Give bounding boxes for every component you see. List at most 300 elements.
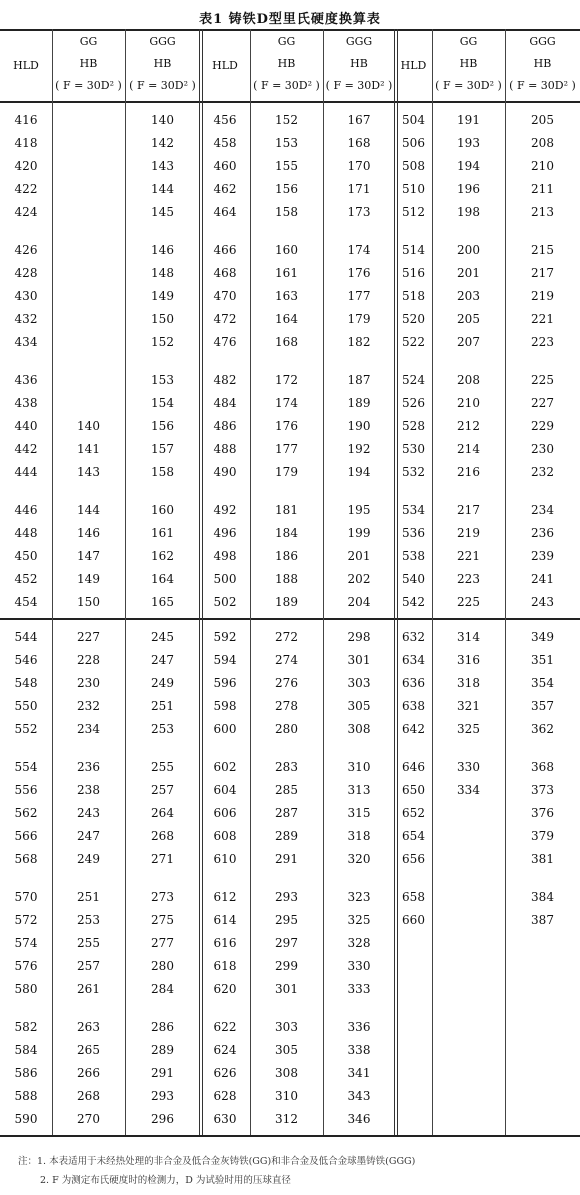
table-cell: 500 — [213, 572, 237, 586]
table-cell: 142 — [151, 136, 174, 150]
table-cell: 179 — [275, 465, 298, 479]
table-cell: 486 — [213, 419, 237, 433]
table-cell: 174 — [347, 243, 371, 257]
column-rule — [52, 29, 53, 1135]
table-cell: 636 — [402, 676, 425, 690]
table-cell: 198 — [457, 205, 480, 219]
table-cell: 600 — [213, 722, 237, 736]
table-cell: 299 — [275, 959, 298, 973]
table-cell: 308 — [347, 722, 371, 736]
table-cell: 184 — [275, 526, 298, 540]
table-cell: 330 — [347, 959, 371, 973]
table-cell: 626 — [213, 1066, 237, 1080]
table-cell: 253 — [77, 913, 100, 927]
table-cell: 318 — [457, 676, 480, 690]
table-cell: 456 — [213, 113, 237, 127]
table-cell: 230 — [77, 676, 100, 690]
table-cell: 301 — [347, 653, 371, 667]
table-cell: 207 — [457, 335, 480, 349]
table-cell: 452 — [14, 572, 38, 586]
table-cell: 616 — [213, 936, 237, 950]
table-cell: 584 — [14, 1043, 38, 1057]
table-cell: 628 — [213, 1089, 237, 1103]
table-cell: 199 — [347, 526, 371, 540]
table-cell: 148 — [151, 266, 174, 280]
table-cell: 236 — [531, 526, 554, 540]
table-cell: 568 — [14, 852, 38, 866]
table-cell: 468 — [213, 266, 237, 280]
table-cell: 177 — [275, 442, 298, 456]
block-divider-rule — [0, 618, 580, 620]
table-cell: 225 — [531, 373, 554, 387]
header-cell — [432, 31, 505, 97]
table-cell: 182 — [347, 335, 371, 349]
table-cell: 193 — [457, 136, 480, 150]
table-cell: 251 — [77, 890, 100, 904]
table-cell: 189 — [347, 396, 371, 410]
table-cell: 145 — [151, 205, 174, 219]
table-cell: 504 — [402, 113, 425, 127]
table-cell: 440 — [14, 419, 38, 433]
table-cell: 638 — [402, 699, 425, 713]
table-title: 表1 铸铁D型里氏硬度换算表 — [199, 12, 381, 27]
table-cell: 592 — [213, 630, 237, 644]
column-rule — [125, 29, 126, 1135]
table-cell: 422 — [14, 182, 38, 196]
table-cell: 303 — [347, 676, 371, 690]
header-cell — [250, 31, 323, 97]
table-cell: 466 — [213, 243, 237, 257]
column-rule — [323, 29, 324, 1135]
table-cell: 330 — [457, 760, 480, 774]
table-cell: 343 — [347, 1089, 371, 1103]
table-cell: 576 — [14, 959, 38, 973]
table-cell: 325 — [457, 722, 480, 736]
table-cell: 460 — [213, 159, 237, 173]
table-cell: 261 — [77, 982, 100, 996]
table-cell: 213 — [531, 205, 554, 219]
table-cell: 208 — [531, 136, 554, 150]
table-cell: 614 — [213, 913, 237, 927]
table-cell: 216 — [457, 465, 480, 479]
table-cell: 221 — [531, 312, 554, 326]
table-cell: 646 — [402, 760, 425, 774]
table-cell: 434 — [14, 335, 38, 349]
table-cell: 152 — [275, 113, 298, 127]
table-cell: 544 — [14, 630, 38, 644]
table-cell: 227 — [77, 630, 100, 644]
table-cell: 354 — [531, 676, 554, 690]
table-cell: 195 — [347, 503, 371, 517]
table-cell: 604 — [213, 783, 237, 797]
header-ggg-line: GGG — [149, 35, 176, 48]
table-cell: 161 — [275, 266, 298, 280]
table-cell: 154 — [151, 396, 174, 410]
table-cell: 147 — [77, 549, 100, 563]
table-cell: 336 — [347, 1020, 371, 1034]
table-cell: 268 — [77, 1089, 100, 1103]
header-ggg-line: GGG — [345, 35, 373, 48]
table-cell: 291 — [151, 1066, 174, 1080]
header-gg-line: HB — [277, 57, 296, 70]
table-cell: 141 — [77, 442, 100, 456]
table-cell: 295 — [275, 913, 298, 927]
table-cell: 496 — [213, 526, 237, 540]
table-cell: 349 — [531, 630, 554, 644]
header-ggg-line: ( F = 30D² ) — [325, 79, 393, 92]
table-cell: 650 — [402, 783, 425, 797]
table-cell: 532 — [402, 465, 425, 479]
header-cell — [395, 55, 432, 77]
table-cell: 191 — [457, 113, 480, 127]
table-cell: 436 — [14, 373, 38, 387]
table-cell: 470 — [213, 289, 237, 303]
table-cell: 301 — [275, 982, 298, 996]
table-cell: 144 — [77, 503, 100, 517]
table-cell: 172 — [275, 373, 298, 387]
table-cell: 285 — [275, 783, 298, 797]
group-divider-rule — [394, 29, 398, 1135]
header-gg-line: GG — [459, 35, 478, 48]
table-cell: 187 — [347, 373, 371, 387]
table-cell: 280 — [275, 722, 298, 736]
table-cell: 232 — [77, 699, 100, 713]
table-cell: 289 — [275, 829, 298, 843]
table-cell: 214 — [457, 442, 480, 456]
table-cell: 320 — [347, 852, 371, 866]
table-cell: 562 — [14, 806, 38, 820]
table-cell: 249 — [151, 676, 174, 690]
table-cell: 550 — [14, 699, 38, 713]
table-cell: 333 — [347, 982, 371, 996]
table-cell: 230 — [531, 442, 554, 456]
table-cell: 384 — [531, 890, 554, 904]
table-cell: 321 — [457, 699, 480, 713]
table-cell: 596 — [213, 676, 237, 690]
table-cell: 170 — [347, 159, 371, 173]
table-cell: 312 — [275, 1112, 298, 1126]
table-cell: 338 — [347, 1043, 371, 1057]
table-cell: 245 — [151, 630, 174, 644]
table-cell: 658 — [402, 890, 425, 904]
table-cell: 484 — [213, 396, 237, 410]
table-cell: 540 — [402, 572, 425, 586]
table-cell: 454 — [14, 595, 38, 609]
table-cell: 606 — [213, 806, 237, 820]
note-1: 注：1. 本表适用于未经热处理的非合金及低合金灰铸铁(GG)和非合金及低合金球墨铸铁(GGG) — [18, 1156, 416, 1167]
table-cell: 243 — [77, 806, 100, 820]
table-cell: 155 — [275, 159, 298, 173]
table-cell: 275 — [151, 913, 174, 927]
table-cell: 632 — [402, 630, 425, 644]
table-cell: 618 — [213, 959, 237, 973]
table-cell: 351 — [531, 653, 554, 667]
table-cell: 227 — [531, 396, 554, 410]
table-cell: 424 — [14, 205, 38, 219]
table-cell: 286 — [151, 1020, 174, 1034]
table-cell: 502 — [213, 595, 237, 609]
table-cell: 264 — [151, 806, 174, 820]
table-cell: 140 — [77, 419, 100, 433]
table-cell: 179 — [347, 312, 371, 326]
table-cell: 158 — [275, 205, 298, 219]
table-cell: 205 — [457, 312, 480, 326]
table-cell: 586 — [14, 1066, 38, 1080]
table-cell: 536 — [402, 526, 425, 540]
table-cell: 298 — [347, 630, 371, 644]
table-cell: 203 — [457, 289, 480, 303]
table-cell: 310 — [275, 1089, 298, 1103]
header-ggg-line: HB — [350, 57, 368, 70]
table-cell: 215 — [531, 243, 554, 257]
table-cell: 542 — [402, 595, 425, 609]
column-rule — [505, 29, 506, 1135]
table-cell: 482 — [213, 373, 237, 387]
note-2: 2. F 为测定布氏硬度时的检测力，D 为试验时用的压球直径 — [40, 1175, 291, 1186]
table-cell: 620 — [213, 982, 237, 996]
table-cell: 274 — [275, 653, 298, 667]
table-cell: 201 — [347, 549, 371, 563]
table-cell: 442 — [14, 442, 38, 456]
header-hld-label: HLD — [400, 59, 427, 72]
table-cell: 458 — [213, 136, 237, 150]
table-cell: 196 — [457, 182, 480, 196]
table-cell: 598 — [213, 699, 237, 713]
table-cell: 239 — [531, 549, 554, 563]
table-cell: 149 — [151, 289, 174, 303]
table-cell: 464 — [213, 205, 237, 219]
table-cell: 416 — [14, 113, 38, 127]
table-cell: 277 — [151, 936, 174, 950]
table-cell: 518 — [402, 289, 425, 303]
table-cell: 163 — [275, 289, 298, 303]
header-gg-line: HB — [459, 57, 478, 70]
header-ggg-line: ( F = 30D² ) — [129, 79, 196, 92]
table-cell: 280 — [151, 959, 174, 973]
table-cell: 253 — [151, 722, 174, 736]
table-cell: 194 — [457, 159, 480, 173]
table-cell: 263 — [77, 1020, 100, 1034]
table-cell: 524 — [402, 373, 425, 387]
table-cell: 211 — [531, 182, 554, 196]
table-cell: 181 — [275, 503, 298, 517]
table-cell: 265 — [77, 1043, 100, 1057]
table-cell: 189 — [275, 595, 298, 609]
table-cell: 323 — [347, 890, 371, 904]
table-cell: 334 — [457, 783, 480, 797]
table-cell: 381 — [531, 852, 554, 866]
table-cell: 492 — [213, 503, 237, 517]
table-cell: 219 — [531, 289, 554, 303]
table-cell: 271 — [151, 852, 174, 866]
table-cell: 164 — [275, 312, 298, 326]
table-cell: 221 — [457, 549, 480, 563]
table-cell: 210 — [457, 396, 480, 410]
table-cell: 534 — [402, 503, 425, 517]
table-cell: 150 — [77, 595, 100, 609]
table-cell: 234 — [77, 722, 100, 736]
column-rule — [432, 29, 433, 1135]
table-cell: 608 — [213, 829, 237, 843]
table-cell: 291 — [275, 852, 298, 866]
table-cell: 642 — [402, 722, 425, 736]
table-cell: 146 — [77, 526, 100, 540]
header-hld-label: HLD — [13, 59, 39, 72]
table-cell: 630 — [213, 1112, 237, 1126]
table-cell: 328 — [347, 936, 371, 950]
table-cell: 156 — [275, 182, 298, 196]
table-cell: 167 — [347, 113, 371, 127]
table-cell: 510 — [402, 182, 425, 196]
table-cell: 362 — [531, 722, 554, 736]
table-cell: 566 — [14, 829, 38, 843]
table-cell: 161 — [151, 526, 174, 540]
table-cell: 162 — [151, 549, 174, 563]
table-cell: 574 — [14, 936, 38, 950]
table-cell: 160 — [275, 243, 298, 257]
table-cell: 654 — [402, 829, 425, 843]
table-cell: 243 — [531, 595, 554, 609]
table-cell: 660 — [402, 913, 425, 927]
table-cell: 315 — [347, 806, 371, 820]
table-cell: 165 — [151, 595, 174, 609]
table-cell: 376 — [531, 806, 554, 820]
table-cell: 228 — [77, 653, 100, 667]
table-cell: 652 — [402, 806, 425, 820]
header-cell — [200, 55, 250, 77]
table-cell: 204 — [347, 595, 371, 609]
table-cell: 325 — [347, 913, 371, 927]
table-cell: 168 — [347, 136, 371, 150]
table-cell: 297 — [275, 936, 298, 950]
table-cell: 490 — [213, 465, 237, 479]
table-cell: 622 — [213, 1020, 237, 1034]
table-cell: 232 — [531, 465, 554, 479]
table-cell: 219 — [457, 526, 480, 540]
table-cell: 538 — [402, 549, 425, 563]
table-cell: 171 — [347, 182, 371, 196]
table-cell: 293 — [275, 890, 298, 904]
table-cell: 212 — [457, 419, 480, 433]
table-cell: 438 — [14, 396, 38, 410]
table-cell: 177 — [347, 289, 371, 303]
table-cell: 223 — [531, 335, 554, 349]
table-cell: 208 — [457, 373, 480, 387]
table-cell: 554 — [14, 760, 38, 774]
table-cell: 594 — [213, 653, 237, 667]
table-cell: 152 — [151, 335, 174, 349]
table-cell: 144 — [151, 182, 174, 196]
table-cell: 476 — [213, 335, 237, 349]
table-cell: 602 — [213, 760, 237, 774]
table-cell: 588 — [14, 1089, 38, 1103]
table-cell: 318 — [347, 829, 371, 843]
table-cell: 426 — [14, 243, 38, 257]
header-gg-line: ( F = 30D² ) — [55, 79, 122, 92]
table-cell: 303 — [275, 1020, 298, 1034]
table-cell: 516 — [402, 266, 425, 280]
table-cell: 278 — [275, 699, 298, 713]
table-cell: 572 — [14, 913, 38, 927]
table-cell: 249 — [77, 852, 100, 866]
table-cell: 238 — [77, 783, 100, 797]
table-cell: 217 — [531, 266, 554, 280]
table-cell: 176 — [275, 419, 298, 433]
table-cell: 210 — [531, 159, 554, 173]
table-cell: 522 — [402, 335, 425, 349]
table-cell: 247 — [151, 653, 174, 667]
table-cell: 418 — [14, 136, 38, 150]
table-cell: 310 — [347, 760, 371, 774]
table-cell: 472 — [213, 312, 237, 326]
table-cell: 168 — [275, 335, 298, 349]
table-cell: 270 — [77, 1112, 100, 1126]
table-cell: 346 — [347, 1112, 371, 1126]
table-cell: 373 — [531, 783, 554, 797]
table-cell: 656 — [402, 852, 425, 866]
table-cell: 552 — [14, 722, 38, 736]
table-cell: 580 — [14, 982, 38, 996]
table-cell: 186 — [275, 549, 298, 563]
table-cell: 192 — [347, 442, 371, 456]
table-cell: 530 — [402, 442, 425, 456]
table-cell: 506 — [402, 136, 425, 150]
table-cell: 546 — [14, 653, 38, 667]
header-gg-line: GG — [277, 35, 296, 48]
table-cell: 446 — [14, 503, 38, 517]
table-cell: 223 — [457, 572, 480, 586]
table-cell: 498 — [213, 549, 237, 563]
table-cell: 379 — [531, 829, 554, 843]
table-cell: 430 — [14, 289, 38, 303]
table-cell: 150 — [151, 312, 174, 326]
header-gg-line: ( F = 30D² ) — [253, 79, 320, 92]
table-cell: 251 — [151, 699, 174, 713]
table-cell: 257 — [77, 959, 100, 973]
header-cell — [323, 31, 395, 97]
table-cell: 514 — [402, 243, 425, 257]
table-cell: 255 — [151, 760, 174, 774]
table-notes — [18, 1152, 415, 1190]
table-cell: 156 — [151, 419, 174, 433]
table-cell: 289 — [151, 1043, 174, 1057]
table-cell: 287 — [275, 806, 298, 820]
table-cell: 272 — [275, 630, 298, 644]
table-cell: 420 — [14, 159, 38, 173]
table-cell: 273 — [151, 890, 174, 904]
table-cell: 293 — [151, 1089, 174, 1103]
header-hld-label: HLD — [212, 59, 238, 72]
table-cell: 296 — [151, 1112, 174, 1126]
table-bottom-rule — [0, 1135, 580, 1137]
table-cell: 247 — [77, 829, 100, 843]
header-cell — [52, 31, 125, 97]
table-cell: 174 — [275, 396, 298, 410]
table-cell: 634 — [402, 653, 425, 667]
table-cell: 234 — [531, 503, 554, 517]
table-cell: 308 — [275, 1066, 298, 1080]
table-cell: 176 — [347, 266, 371, 280]
table-cell: 590 — [14, 1112, 38, 1126]
table-cell: 276 — [275, 676, 298, 690]
table-cell: 158 — [151, 465, 174, 479]
table-cell: 188 — [275, 572, 298, 586]
table-cell: 149 — [77, 572, 100, 586]
table-cell: 225 — [457, 595, 480, 609]
table-cell: 283 — [275, 760, 298, 774]
table-cell: 205 — [531, 113, 554, 127]
table-cell: 570 — [14, 890, 38, 904]
